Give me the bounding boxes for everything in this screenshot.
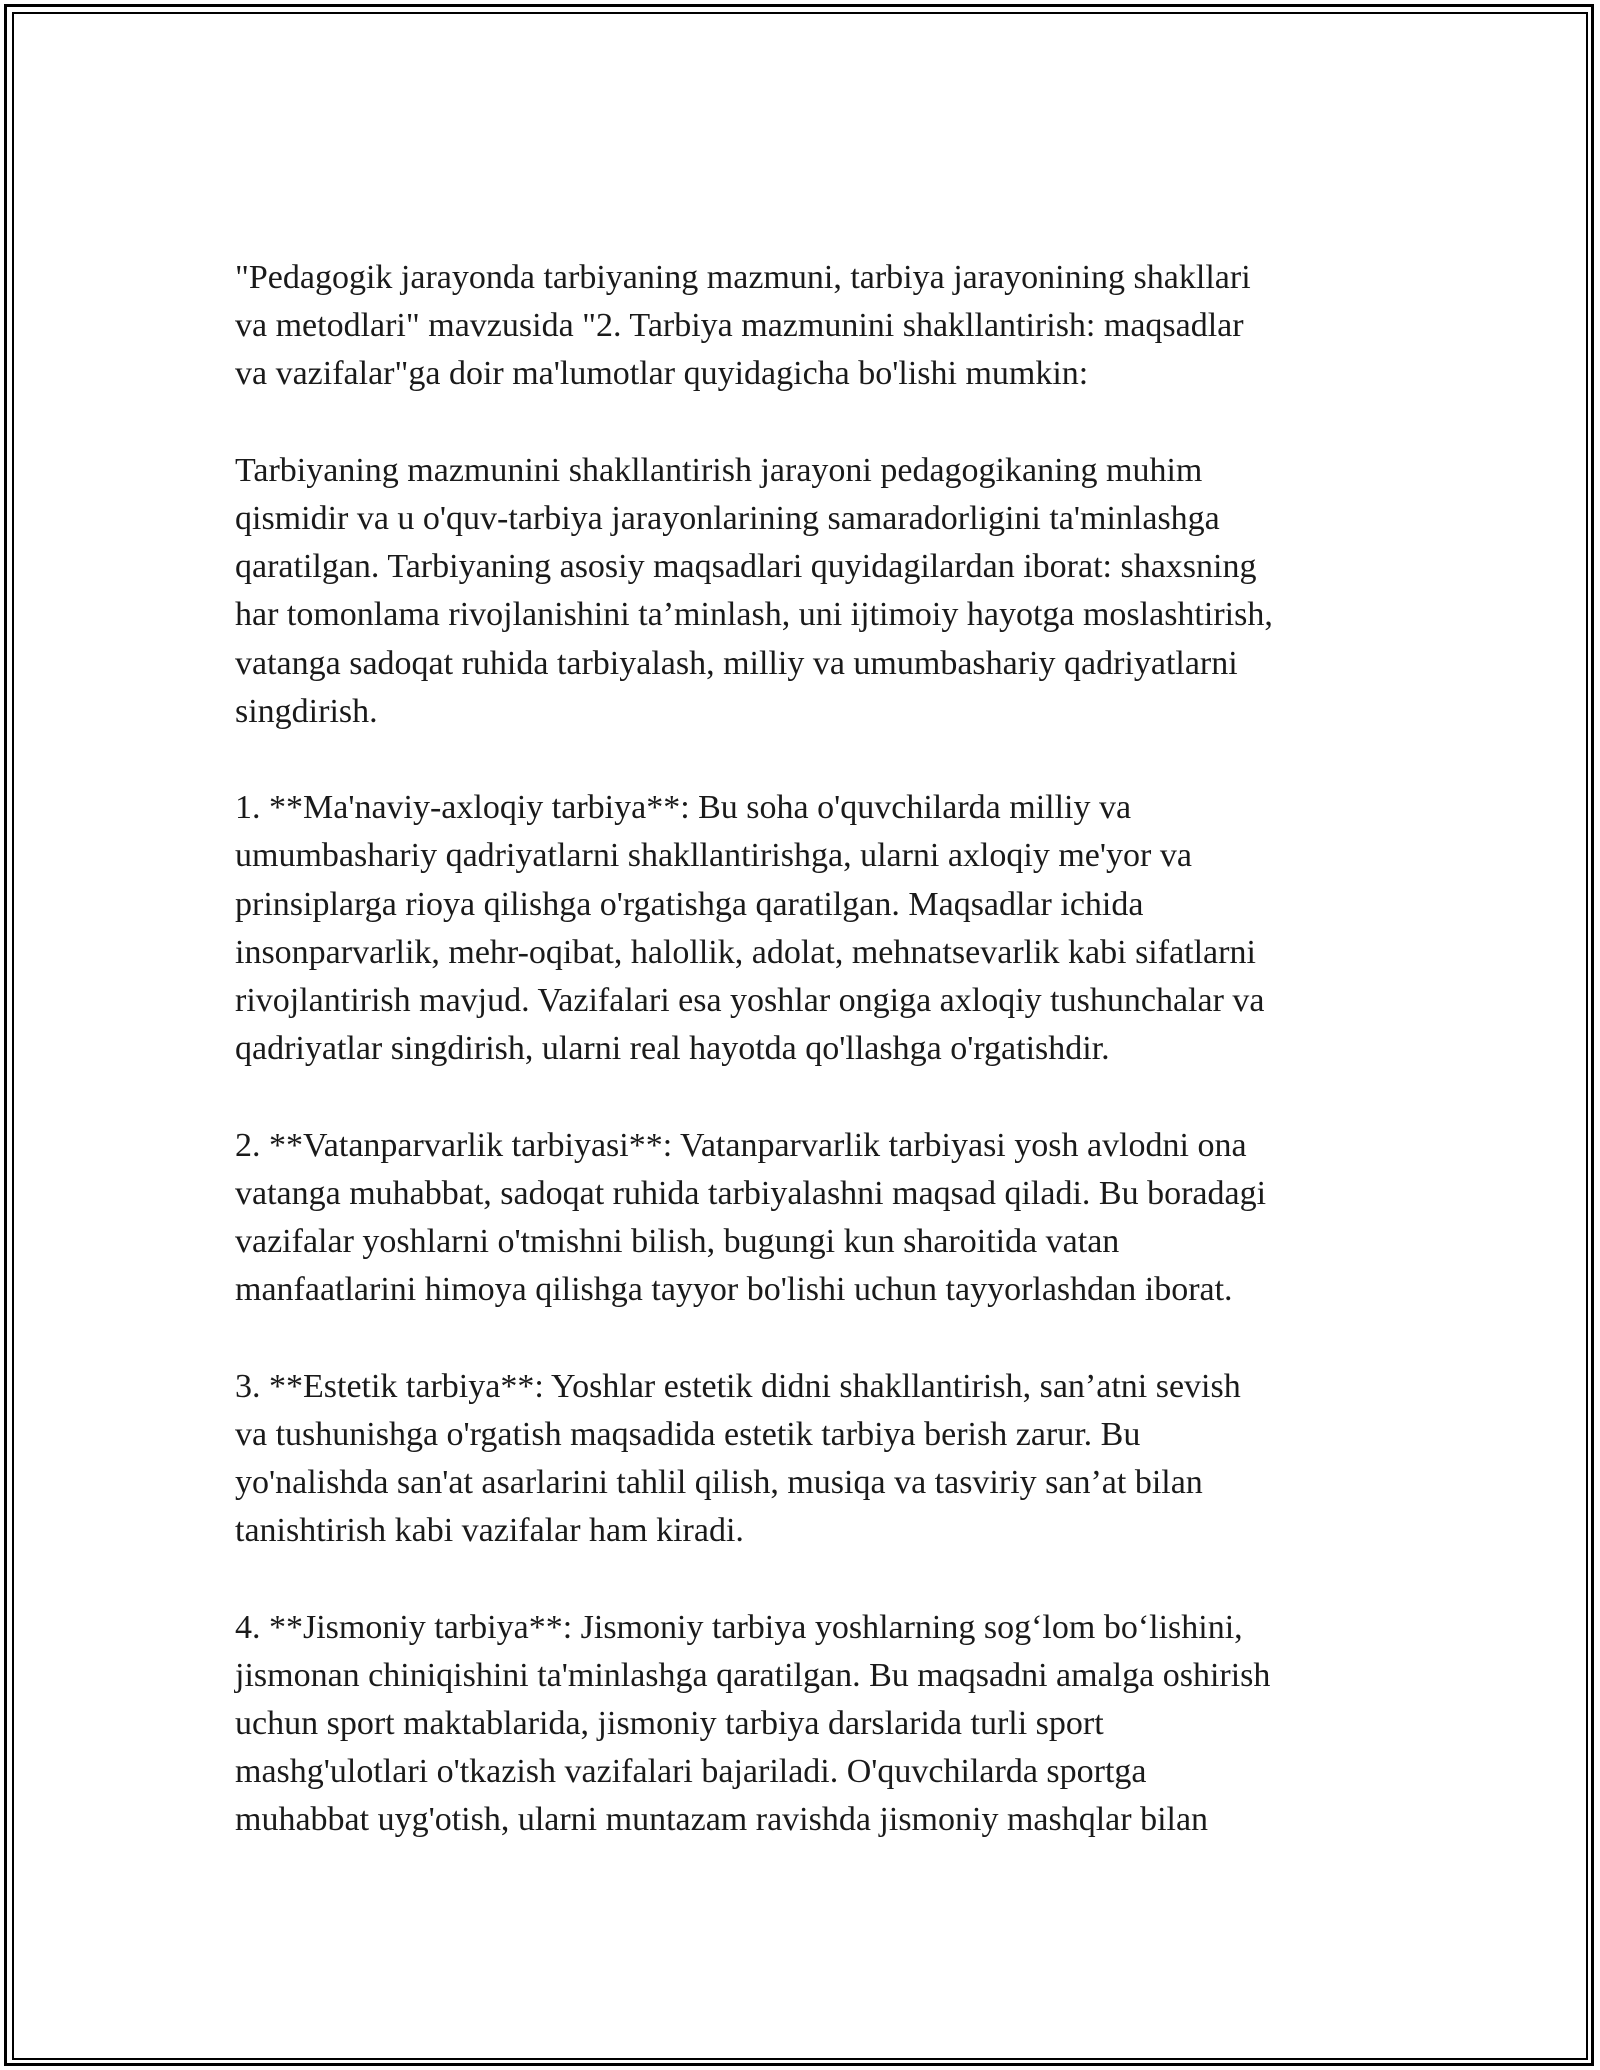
moral-education-paragraph: 1. **Ma'naviy-axloqiy tarbiya**: Bu soha o'quvchilarda milliy va umumbashariy qadriyatlarni shakllantirishga, ularni axloqiy me'yor va prinsiplarga rioya qilishga o'rgatishga qaratilgan. Maqsadlar ichida insonparvarlik, mehr-oqibat, halollik, adolat, mehnatsevarlik kabi sifatlarni rivojlantirish mavjud. Vazifalari esa yoshlar ongiga axloqiy tushunchalar va qadriyatlar singdirish, ularni real hayotda qo'llashga o'rgatishdir. (235, 789, 1265, 1068)
document-body (235, 254, 1365, 1845)
aesthetic-education-paragraph: 3. **Estetik tarbiya**: Yoshlar estetik didni shakllantirish, san’atni sevish va tushunishga o'rgatish maqsadida estetik tarbiya berish zarur. Bu yo'nalishda san'at asarlarini tahlil qilish, musiqa va tasviriy san’at bilan tanishtirish kabi vazifalar ham kiradi. (235, 1367, 1241, 1550)
intro-paragraph: "Pedagogik jarayonda tarbiyaning mazmuni, tarbiya jarayonining shakllari va metodlari" mavzusida "2. Tarbiya mazmunini shakllantirish: maqsadlar va vazifalar"ga doir ma'lumotlar quyidagicha bo'lishi mumkin: (235, 259, 1251, 393)
overview-paragraph: Tarbiyaning mazmunini shakllantirish jarayoni pedagogikaning muhim qismidir va u o'quv-tarbiya jarayonlarining samaradorligini ta'minlashga qaratilgan. Tarbiyaning asosiy maqsadlari quyidagilardan iborat: shaxsning har tomonlama rivojlanishini ta’minlash, uni ijtimoiy hayotga moslashtirish, vatanga sadoqat ruhida tarbiyalash, milliy va umumbashariy qadriyatlarni singdirish. (235, 451, 1273, 730)
physical-education-paragraph: 4. **Jismoniy tarbiya**: Jismoniy tarbiya yoshlarning sog‘lom bo‘lishini, jismonan chiniqishini ta'minlashga qaratilgan. Bu maqsadni amalga oshirish uchun sport maktablarida, jismoniy tarbiya darslarida turli sport mashg'ulotlari o'tkazish vazifalari bajariladi. O'quvchilarda sportga muhabbat uyg'otish, ularni muntazam ravishda jismoniy mashqlar bilan (235, 1608, 1271, 1839)
patriotic-education-paragraph: 2. **Vatanparvarlik tarbiyasi**: Vatanparvarlik tarbiyasi yosh avlodni ona vatanga muhabbat, sadoqat ruhida tarbiyalashni maqsad qiladi. Bu boradagi vazifalar yoshlarni o'tmishni bilish, bugungi kun sharoitida vatan manfaatlarini himoya qilishga tayyor bo'lishi uchun tayyorlashdan iborat. (235, 1126, 1267, 1309)
